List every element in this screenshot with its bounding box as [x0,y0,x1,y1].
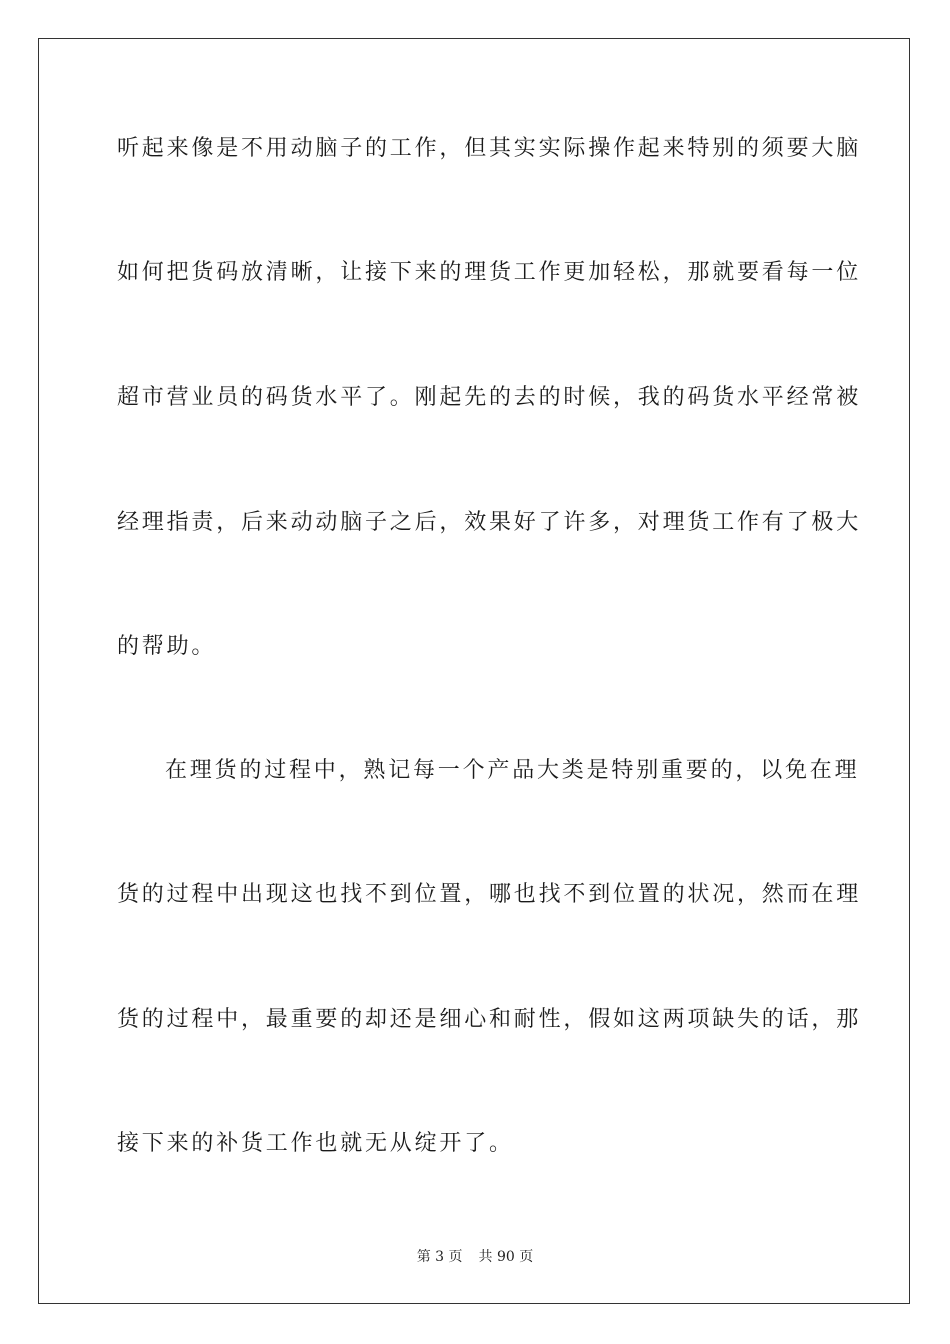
page-number: 第 3 页 [416,1249,463,1265]
paragraph-line: 的帮助。 [117,634,217,659]
paragraph-line: 经理指责，后来动动脑子之后，效果好了许多，对理货工作有了极大 [117,510,862,535]
total-pages: 共 90 页 [478,1249,534,1265]
paragraph-line: 超市营业员的码货水平了。刚起先的去的时候，我的码货水平经常被 [117,385,862,410]
paragraph-line: 听起来像是不用动脑子的工作，但其实实际操作起来特别的须要大脑 [117,136,862,161]
page-footer [0,1248,950,1266]
paragraph-line: 在理货的过程中，熟记每一个产品大类是特别重要的，以免在理 [165,758,860,783]
paragraph-line: 货的过程中，最重要的却还是细心和耐性，假如这两项缺失的话，那 [117,1007,862,1032]
paragraph-line: 接下来的补货工作也就无从绽开了。 [117,1131,514,1156]
paragraph-line: 如何把货码放清晰，让接下来的理货工作更加轻松，那就要看每一位 [117,260,862,285]
paragraph-line: 货的过程中出现这也找不到位置，哪也找不到位置的状况，然而在理 [117,882,862,907]
page-frame [38,38,910,1304]
